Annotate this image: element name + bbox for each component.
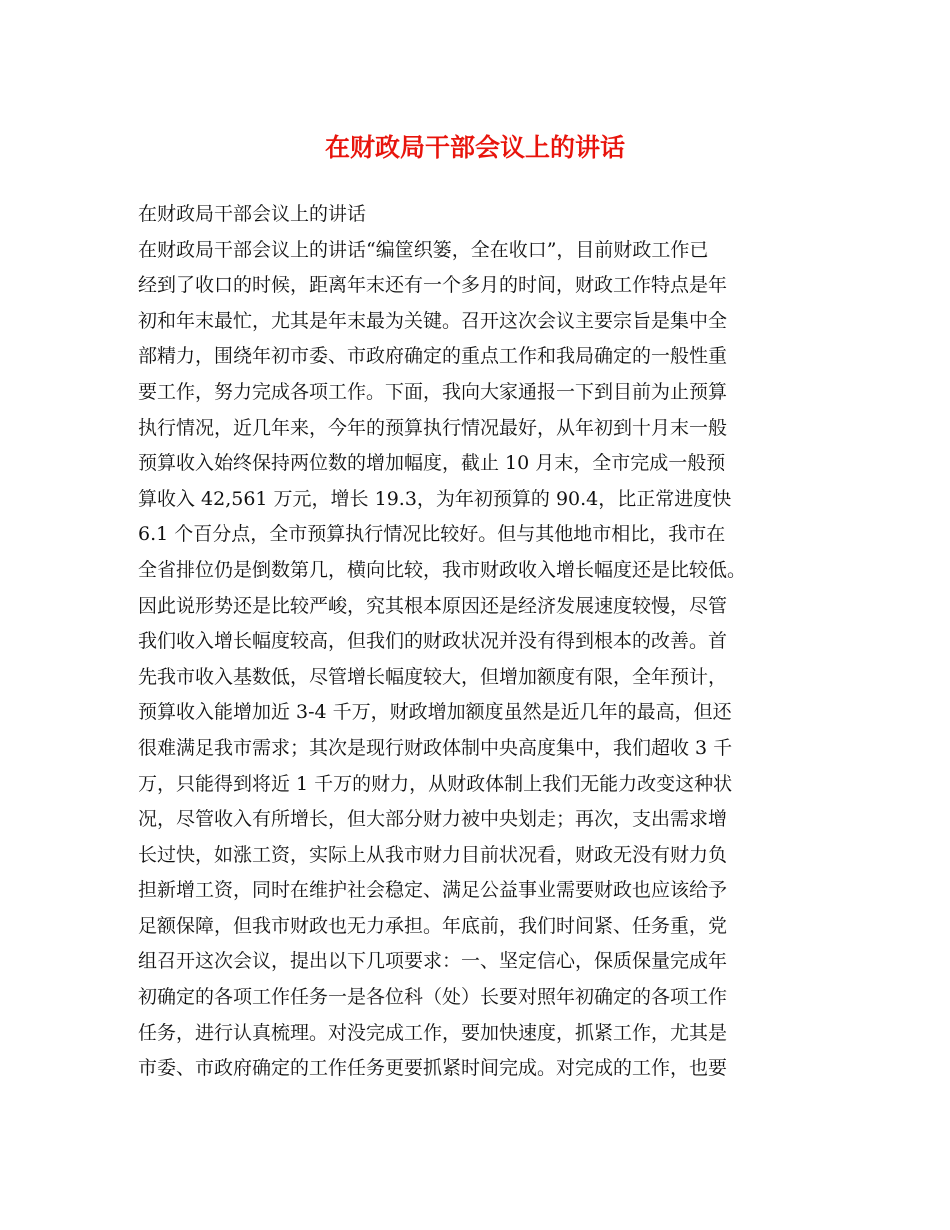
document-body [138, 197, 828, 1087]
body-line: 在财政局干部会议上的讲话 [138, 203, 367, 225]
body-line: 先我市收入基数低，尽管增长幅度较大，但增加额度有限，全年预计， [138, 665, 728, 688]
body-line: 经到了收口的时候，距离年末还有一个多月的时间，财政工作特点是年 [138, 274, 728, 297]
body-line: 很难满足我市需求；其次是现行财政体制中央高度集中，我们超收 3 千 [138, 736, 733, 759]
body-line: 长过快，如涨工资，实际上从我市财力目前状况看，财政无没有财力负 [138, 843, 728, 866]
body-line: 预算收入能增加近 3-4 千万，财政增加额度虽然是近几年的最高，但还 [138, 701, 732, 724]
body-line: 算收入 42,561 万元，增长 19.3，为年初预算的 90.4，比正常进度快 [138, 487, 732, 510]
body-line: 组召开这次会议，提出以下几项要求：一、坚定信心，保质保量完成年 [138, 950, 728, 973]
body-line: 万，只能得到将近 1 千万的财力，从财政体制上我们无能力改变这种状 [138, 772, 733, 795]
body-line: 况，尽管收入有所增长，但大部分财力被中央划走；再次，支出需求增 [138, 808, 728, 831]
body-line: 预算收入始终保持两位数的增加幅度，截止 10 月末，全市完成一般预 [138, 452, 726, 475]
body-line: 执行情况，近几年来，今年的预算执行情况最好，从年初到十月末一般 [138, 416, 728, 439]
body-line: 初和年末最忙，尤其是年末最为关键。召开这次会议主要宗旨是集中全 [138, 309, 728, 332]
document-title: 在财政局干部会议上的讲话 [324, 133, 625, 162]
body-line: 因此说形势还是比较严峻，究其根本原因还是经济发展速度较慢，尽管 [138, 594, 728, 617]
body-line: 部精力，围绕年初市委、市政府确定的重点工作和我局确定的一般性重 [138, 345, 728, 368]
body-line: 市委、市政府确定的工作任务更要抓紧时间完成。对完成的工作，也要 [138, 1057, 728, 1080]
body-line: 初确定的各项工作任务一是各位科（处）长要对照年初确定的各项工作 [138, 986, 728, 1009]
body-line: 要工作，努力完成各项工作。下面，我向大家通报一下到目前为止预算 [138, 380, 728, 403]
body-line: 我们收入增长幅度较高，但我们的财政状况并没有得到根本的改善。首 [138, 630, 728, 653]
body-line: 任务，进行认真梳理。对没完成工作，要加快速度，抓紧工作，尤其是 [138, 1021, 728, 1044]
body-line: 担新增工资，同时在维护社会稳定、满足公益事业需要财政也应该给予 [138, 879, 728, 902]
body-line: 6.1 个百分点，全市预算执行情况比较好。但与其他地市相比，我市在 [138, 523, 726, 546]
body-line: 全省排位仍是倒数第几，横向比较，我市财政收入增长幅度还是比较低。 [138, 558, 747, 581]
body-line: 足额保障，但我市财政也无力承担。年底前，我们时间紧、任务重，党 [138, 914, 728, 937]
body-line: 在财政局干部会议上的讲话“编筐织篓，全在收口”，目前财政工作已 [138, 238, 709, 261]
